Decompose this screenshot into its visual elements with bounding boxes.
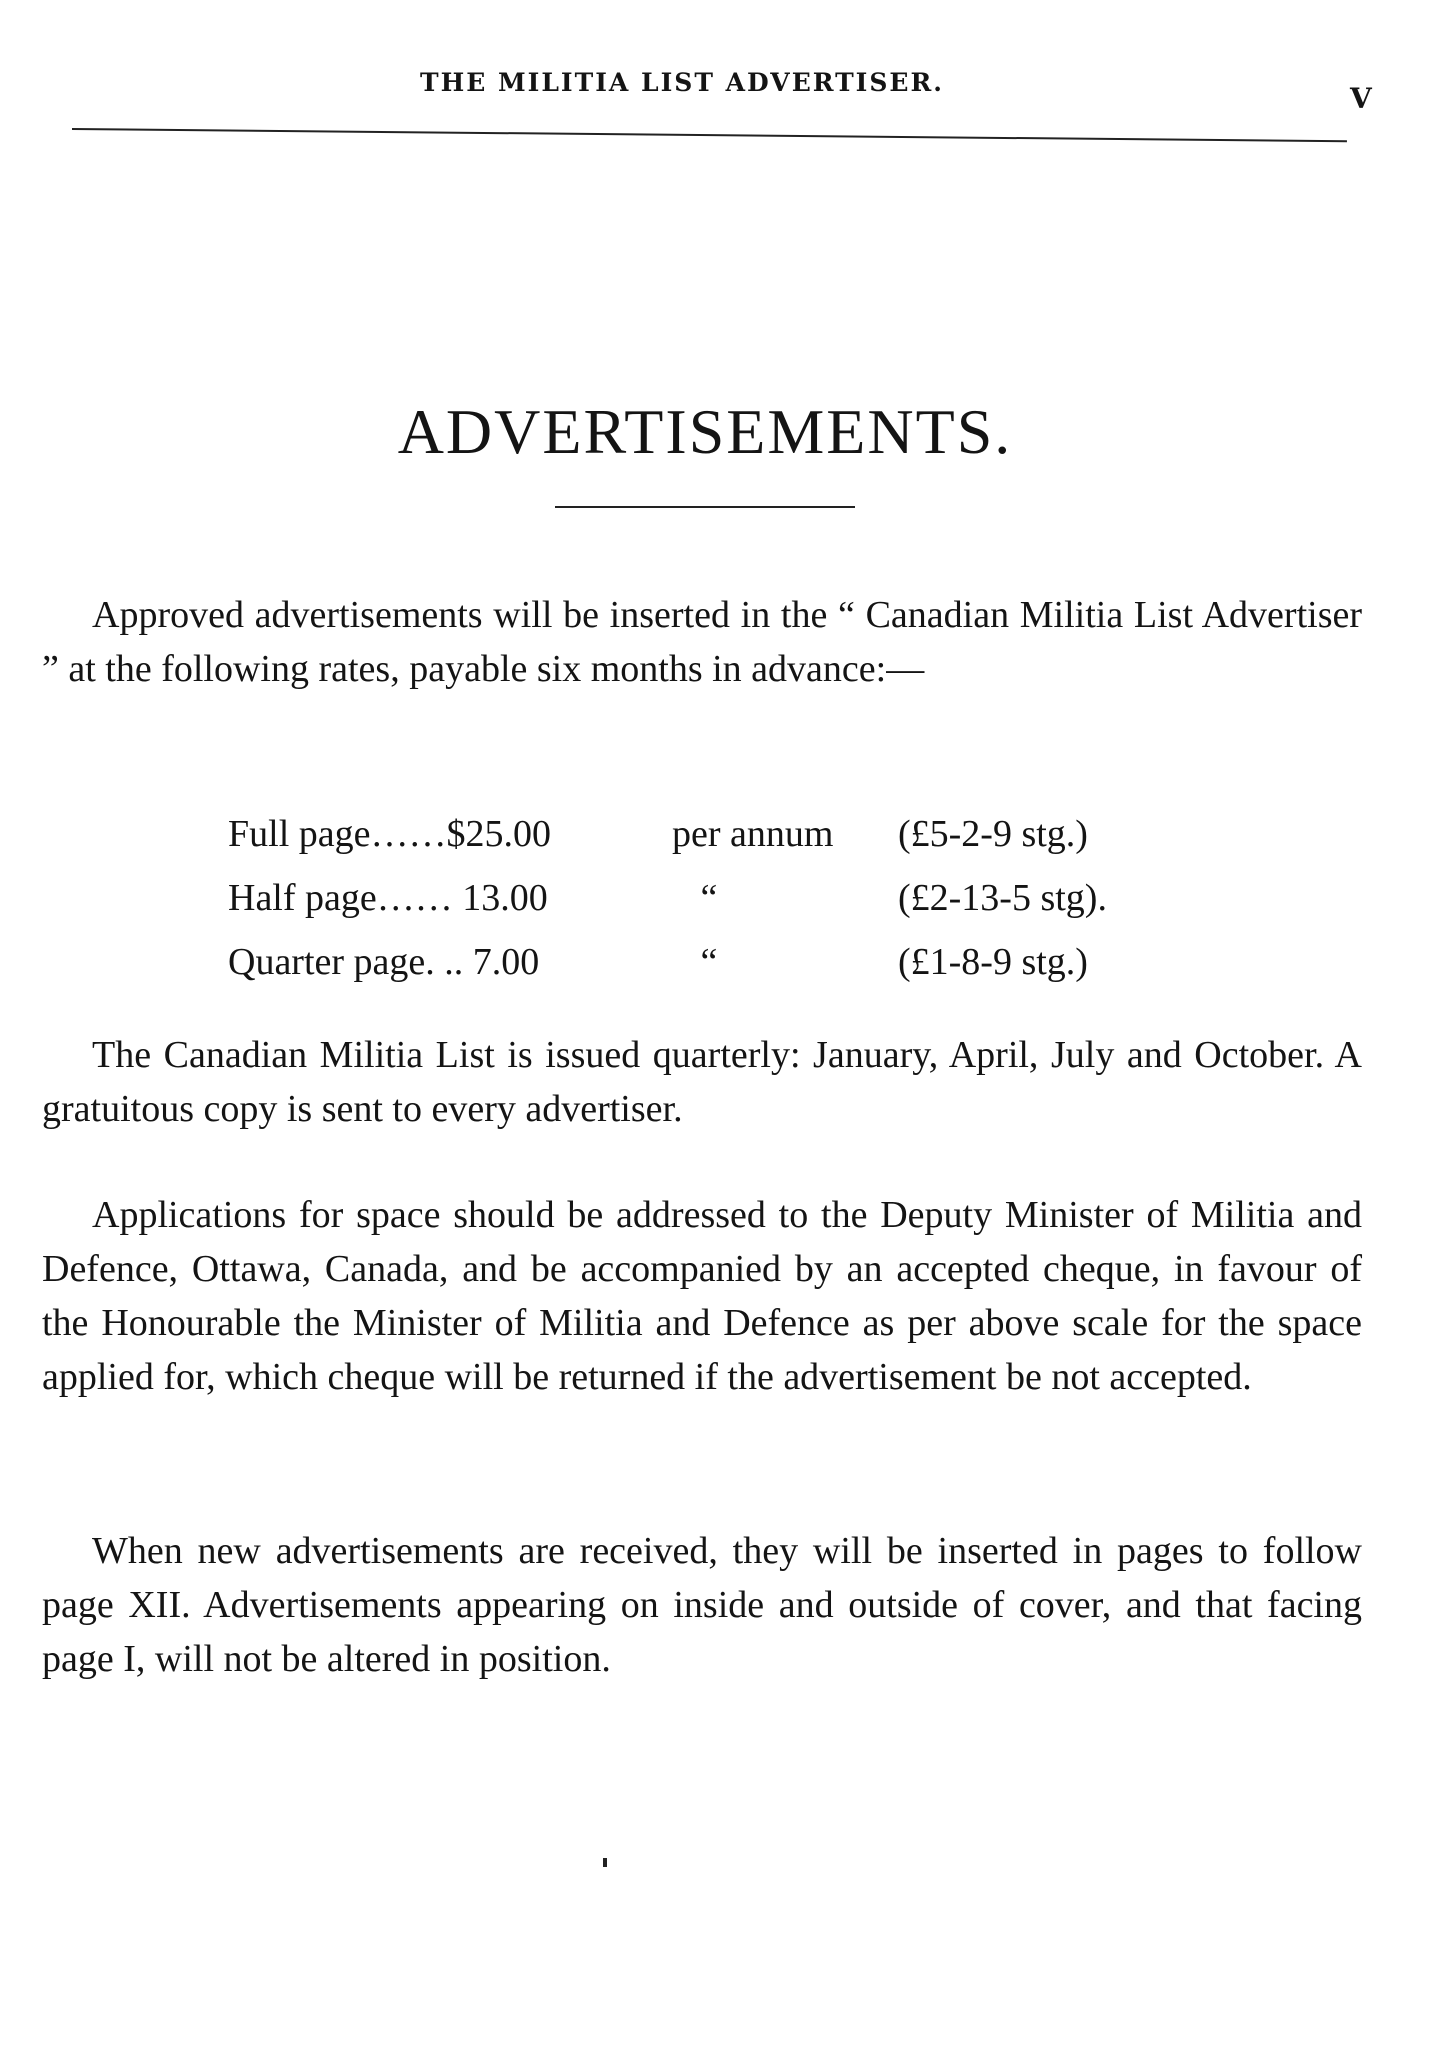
header-rule <box>72 128 1347 142</box>
running-header <box>0 68 1439 115</box>
print-speck <box>603 1858 607 1867</box>
rate-table <box>228 812 1107 1004</box>
rate-label: Half page…… 13.00 <box>228 877 548 919</box>
page-number: V <box>1350 82 1372 115</box>
rate-unit: “ <box>672 941 718 983</box>
page-title: ADVERTISEMENTS. <box>397 395 1013 467</box>
rate-label: Quarter page. .. 7.00 <box>228 941 540 983</box>
rate-sterling: (£5-2-9 stg.) <box>898 813 1088 855</box>
applications-paragraph: Applications for space should be addressed to the Deputy Minister of Militia and Defence, Ottawa, Canada, and be accompanied by an accepted cheque, in favour of the Honourable the Minister of Militia and Defence as per above scale for the space applied for, which cheque will be returned if the advertisement be not accepted. <box>42 1194 1362 1398</box>
intro-paragraph: Approved advertisements will be inserted in the “ Canadian Militia List Advertiser ” at the following rates, payable six months in advance:— <box>42 594 1362 690</box>
running-title: THE MILITIA LIST ADVERTISER. <box>420 68 944 97</box>
rate-sterling: (£1-8-9 stg.) <box>898 941 1088 983</box>
title-rule <box>555 506 855 508</box>
rate-sterling: (£2-13-5 stg). <box>898 877 1107 919</box>
issue-schedule-paragraph: The Canadian Militia List is issued quarterly: January, April, July and October. A gratuitous copy is sent to every advertiser. <box>42 1034 1362 1130</box>
rate-row-full-page <box>228 812 1088 876</box>
rate-row-half-page <box>228 876 1107 940</box>
rate-unit: per annum <box>672 813 834 855</box>
rate-label: Full page……$25.00 <box>228 813 551 855</box>
rate-unit: “ <box>672 877 718 919</box>
rate-row-quarter-page <box>228 940 1088 1004</box>
new-advertisements-paragraph: When new advertisements are received, they will be inserted in pages to follow page XII. Advertisements appearing on inside and outside of cover, and that facing page I, will not be altered in position. <box>42 1530 1362 1680</box>
